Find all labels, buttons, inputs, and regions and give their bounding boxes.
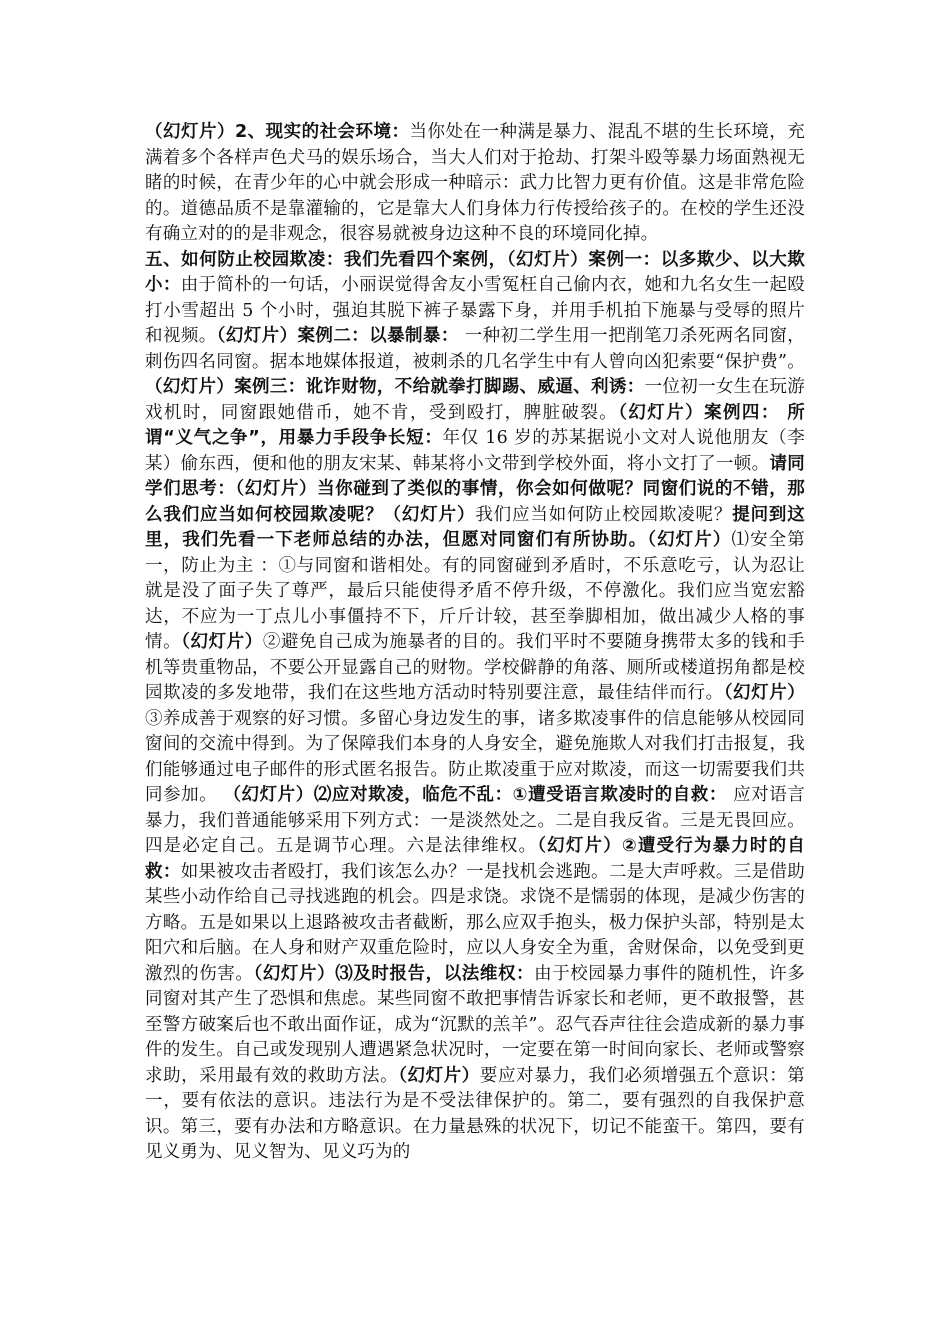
text-run: 应对语言暴力，我们普通能够采用下列方式：一是淡然处之。二是自我反省。三是无畏回应。四是必定自己。五是调节心理。六是法律维权。	[145, 785, 806, 856]
bold-text-run: （幻灯片）案例四： 所谓“义气之争”，用暴力手段争长短：	[145, 402, 806, 448]
bold-text-run: （幻灯片）案例二：以暴制暴：	[216, 326, 459, 346]
bold-text-run: （幻灯片）案例三：讹诈财物，不给就拳打脚踢、威逼、利诱：	[145, 377, 645, 397]
bold-text-run: （幻灯片）2、现实的社会环境：	[145, 122, 410, 142]
document-body	[145, 120, 805, 1166]
text-run: ③养成善于观察的好习惯。多留心身边发生的事，诸多欺凌事件的信息能够从校园同窗间的交流中得到。为了保障我们本身的人身安全，避免施欺人对我们打击报复，我们能够通过电子邮件的形式匿名报告。防止欺凌重于应对欺凌，而这一切需要我们共同参加。	[145, 708, 805, 805]
text-run: 一种初二学生用一把削笔刀杀死两名同窗，刺伤四名同窗。据本地媒体报道，被刺杀的几名学生中有人曾向凶犯索要“保护费”。	[145, 326, 805, 372]
bold-text-run: 五、如何防止校园欺凌：我们先看四个案例，（幻灯片）案例一：以多欺少、以大欺小：	[145, 249, 805, 295]
text-run: 年仅 16 岁的苏某据说小文对人说他朋友（李某）偷东西，便和他的朋友宋某、韩某将小文带到学校外面，将小文打了一顿。	[145, 428, 805, 474]
paragraph-social-environment	[145, 120, 805, 248]
bold-text-run: 请同学们思考：（幻灯片）当你碰到了类似的事情，你会如何做呢？同窗们说的不错，那么我们应当如何校园欺凌呢？（幻灯片）	[145, 453, 805, 525]
text-run: ⑴安全第一，防止为主 ：①与同窗和谐相处。有的同窗碰到矛盾时，不乐意吃亏，认为忍让就是没了面子失了尊严，最后只能使得矛盾不停升级，不停激化。我们应当宽宏豁达，不应为一丁点儿小事僵持不下，斤斤计较，甚至拳脚相加，做出减少人格的事情。	[145, 530, 805, 652]
paragraph-prevent-bullying	[145, 248, 805, 1166]
text-run: 由于校园暴力事件的随机性，许多同窗对其产生了恐惧和焦虑。某些同窗不敢把事情告诉家长和老师，更不敢报警，甚至警方破案后也不敢出面作证，成为“沉默的羔羊”。忍气吞声往往会造成新的暴力事件的发生。自己或发现别人遭遇紧急状况时，一定要在第一时间向家长、老师或警察求助，采用最有效的救助方法。	[145, 963, 806, 1086]
text-run: 我们应当如何防止校园欺凌呢？	[475, 504, 733, 525]
text-run: 当你处在一种满是暴力、混乱不堪的生长环境，充满着多个各样声色犬马的娱乐场合，当大人们对于抢劫、打架斗殴等暴力场面熟视无睹的时候，在青少年的心中就会形成一种暗示：武力比智力更有价值。这是非常危险的。道德品质不是靠灌输的，它是靠大人们身体力行传授给孩子的。在校的学生还没有确立对的的是非观念，很容易就被身边这种不良的环境同化掉。	[145, 122, 805, 244]
bold-text-run: （幻灯片）	[398, 1065, 480, 1086]
bold-text-run: （幻灯片）⑶及时报告，以法维权：	[253, 963, 535, 984]
text-run: 一位初一女生在玩游戏机时，同窗跟她借币，她不肯，受到殴打，脾脏破裂。	[145, 377, 805, 423]
bold-text-run: 提问到这里，我们先看一下老师总结的办法，但愿对同窗们有所协助。（幻灯片）	[145, 504, 805, 550]
text-run: ②避免自己成为施暴者的目的。我们平时不要随身携带太多的钱和手机等贵重物品，不要公开显露自己的财物。学校僻静的角落、厕所或楼道拐角都是校园欺凌的多发地带，我们在这些地方活动时特别要注意，最佳结伴而行。	[145, 632, 806, 703]
text-run: 由于简朴的一句话，小丽误觉得舍友小雪冤枉自己偷内衣，她和九名女生一起殴打小雪超出 5 个小时，强迫其脱下裤子暴露下身，并用手机拍下施暴与受辱的照片和视频。	[145, 275, 805, 346]
bold-text-run: （幻灯片）	[723, 683, 805, 703]
bold-text-run: （幻灯片）②遭受行为暴力时的自救：	[145, 836, 805, 882]
bold-text-run: （幻灯片）	[181, 632, 263, 652]
bold-text-run: （幻灯片）⑵应对欺凌，临危不乱：①遭受语言欺凌时的自救：	[223, 785, 727, 805]
text-run: 如果被攻击者殴打，我们该怎么办？一是找机会逃跑。二是大声呼救。三是借助某些小动作给自己寻找逃跑的机会。四是求饶。求饶不是懦弱的体现，是减少伤害的方略。五是如果以上退路被攻击者截断，那么应双手抱头，极力保护头部，特别是太阳穴和后脑。在人身和财产双重危险时，应以人身安全为重，舍财保命，以免受到更激烈的伤害。	[145, 861, 805, 984]
text-run: 要应对暴力，我们必须增强五个意识：第一，要有依法的意识。违法行为是不受法律保护的。第二，要有强烈的自我保护意识。第三，要有办法和方略意识。在力量悬殊的状况下，切记不能蛮干。第四，要有见义勇为、见义智为、见义巧为的	[145, 1065, 805, 1162]
